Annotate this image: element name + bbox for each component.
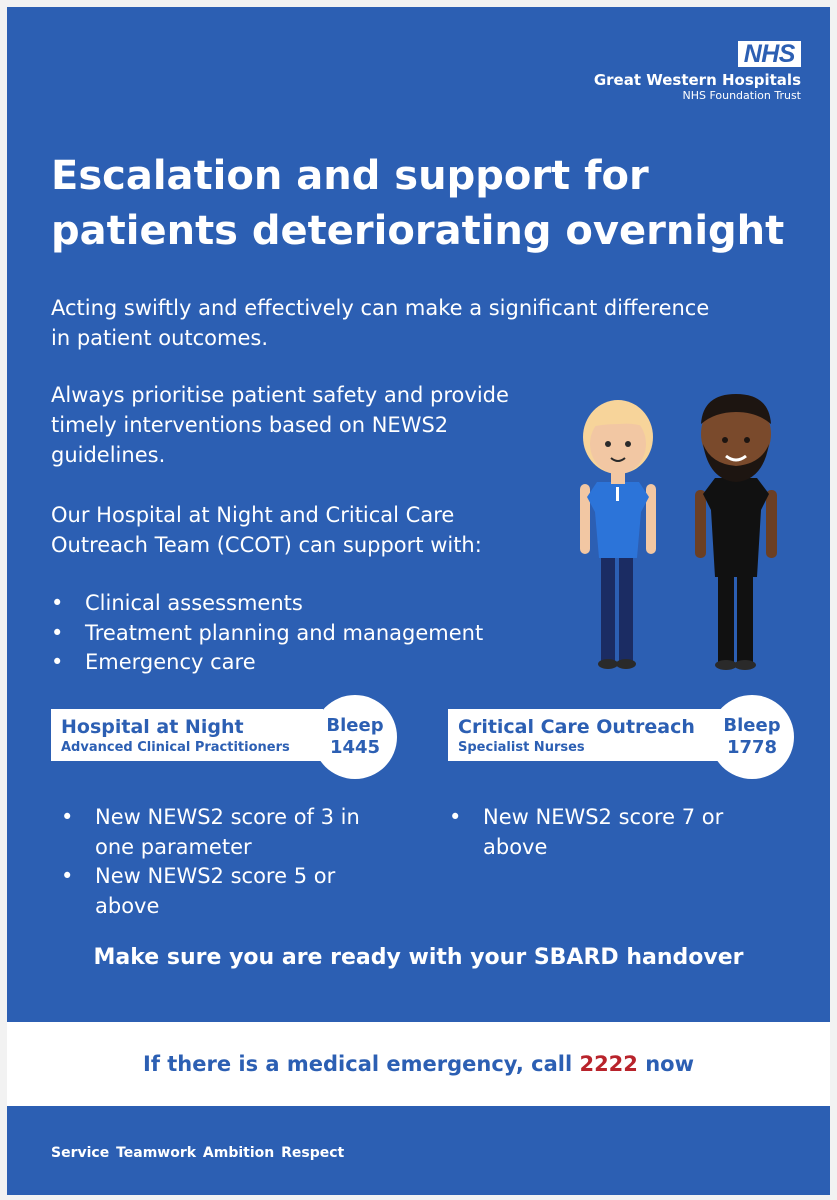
priority-line-2: timely interventions based on NEWS2 <box>51 413 449 437</box>
poster <box>7 7 830 1195</box>
bleep-badge <box>313 695 397 779</box>
critical-care-criteria <box>449 803 723 862</box>
criteria-line: New NEWS2 score 5 or <box>95 864 336 888</box>
criteria-line: above <box>95 893 160 918</box>
bleep-number: 1445 <box>329 737 381 758</box>
criteria-item <box>449 803 723 862</box>
intro-text <box>51 293 786 353</box>
emergency-prefix: If there is a medical emergency, call <box>143 1052 580 1076</box>
criteria-line: above <box>483 834 548 859</box>
card-subtitle: Specialist Nurses <box>458 740 585 755</box>
card-bar <box>448 709 724 761</box>
criteria-item <box>61 862 360 921</box>
criteria-line: New NEWS2 score 7 or <box>483 805 724 829</box>
bleep-label: Bleep <box>326 715 384 736</box>
title-line-2: patients deteriorating overnight <box>51 208 785 254</box>
support-list-item: • Treatment planning and management <box>51 619 483 649</box>
priority-text <box>51 380 571 470</box>
support-intro-text <box>51 500 571 560</box>
priority-line-3: guidelines. <box>51 443 166 467</box>
criteria-item <box>61 803 360 862</box>
support-list-item: • Clinical assessments <box>51 589 483 619</box>
intro-line-2: in patient outcomes. <box>51 326 269 350</box>
priority-line-1: Always prioritise patient safety and provide <box>51 383 509 407</box>
intro-line-1: Acting swiftly and effectively can make a significant difference <box>51 296 710 320</box>
support-list <box>51 589 483 678</box>
criteria-line: one parameter <box>95 834 252 859</box>
card-bar <box>51 709 323 761</box>
page-title <box>51 149 791 259</box>
bleep-number: 1778 <box>726 737 778 758</box>
emergency-number: 2222 <box>579 1052 638 1076</box>
hospital-at-night-criteria <box>61 803 360 921</box>
criteria-line: New NEWS2 score of 3 in <box>95 805 360 829</box>
card-title: Critical Care Outreach <box>458 716 695 738</box>
support-intro-line-1: Our Hospital at Night and Critical Care <box>51 503 455 527</box>
handover-reminder: Make sure you are ready with your SBARD handover <box>93 945 744 970</box>
bleep-label: Bleep <box>723 715 781 736</box>
nhs-header <box>594 41 801 103</box>
org-subtitle: NHS Foundation Trust <box>682 89 801 102</box>
org-name: Great Western Hospitals <box>593 71 801 89</box>
staff-illustration <box>575 372 801 677</box>
emergency-banner <box>7 1022 830 1106</box>
support-list-item: • Emergency care <box>51 648 483 678</box>
emergency-suffix: now <box>637 1052 694 1076</box>
bleep-badge <box>710 695 794 779</box>
trust-values: Service Teamwork Ambition Respect <box>51 1145 345 1161</box>
nurse-figure-icon <box>580 400 656 669</box>
nhs-logo: NHS <box>738 41 801 67</box>
card-title: Hospital at Night <box>61 716 244 738</box>
male-nurse-figure-icon <box>695 394 777 670</box>
card-subtitle: Advanced Clinical Practitioners <box>61 740 290 755</box>
title-line-1: Escalation and support for <box>51 153 649 199</box>
support-intro-line-2: Outreach Team (CCOT) can support with: <box>51 533 482 557</box>
